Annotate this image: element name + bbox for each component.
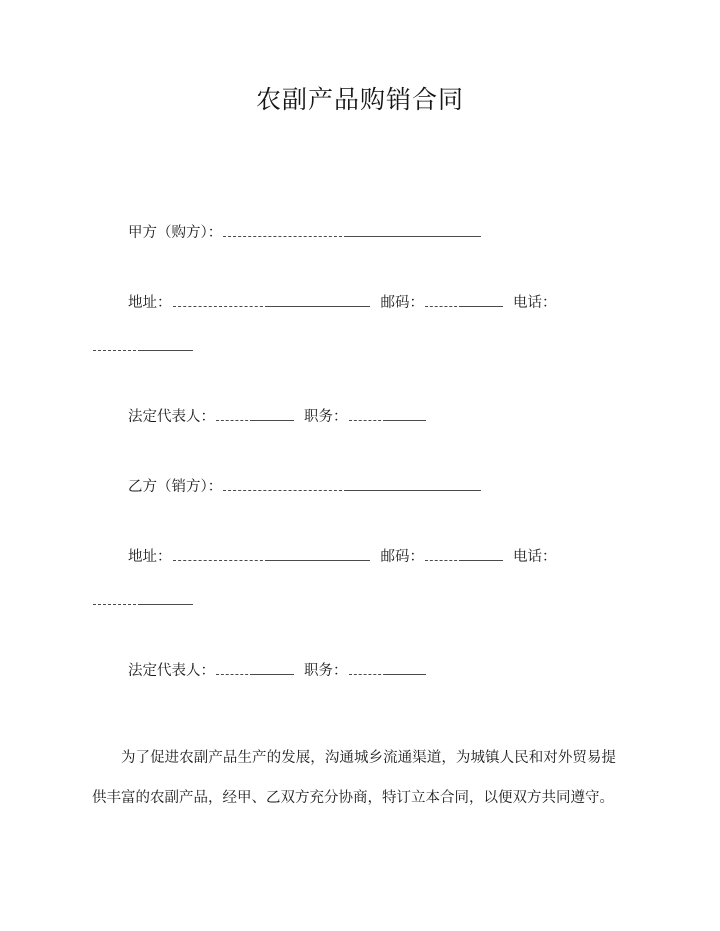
party-a-legal-rep-blank[interactable] [216, 407, 294, 421]
preamble-paragraph: 为了促进农副产品生产的发展，沟通城乡流通渠道，为城镇人民和对外贸易提供丰富的农副产品，经甲、乙双方充分协商，特订立本合同，以便双方共同遵守。 [92, 750, 616, 806]
party-a-telephone-label: 电话： [513, 295, 557, 311]
party-a-postcode-blank[interactable] [425, 293, 503, 307]
party-a-name-blank[interactable] [223, 223, 481, 237]
party-b-name-label: 乙方（销方）： [128, 479, 223, 495]
party-b-position-blank[interactable] [349, 661, 427, 675]
party-b-position-label: 职务： [304, 663, 348, 679]
party-b-telephone-label: 电话： [513, 549, 557, 565]
party-a-address-label: 地址： [128, 295, 172, 311]
party-a-position-blank[interactable] [349, 407, 427, 421]
party-a-legal-rep-label: 法定代表人： [128, 409, 215, 425]
party-a-postcode-label: 邮码： [380, 295, 424, 311]
page-title: 农副产品购销合同 [255, 87, 464, 114]
party-b-legal-rep-label: 法定代表人： [128, 663, 215, 679]
party-b-legal-rep-row [92, 660, 628, 682]
party-b-address-row [92, 546, 628, 612]
party-a-address-blank[interactable] [173, 293, 371, 307]
party-a-position-label: 职务： [304, 409, 348, 425]
party-fields-section [92, 222, 628, 730]
party-a-name-label: 甲方（购方）： [128, 225, 223, 241]
party-a-telephone-blank[interactable] [93, 337, 193, 351]
party-b-name-row [92, 476, 628, 498]
party-b-name-blank[interactable] [223, 477, 481, 491]
party-b-address-blank[interactable] [173, 547, 371, 561]
party-a-legal-rep-row [92, 406, 628, 428]
party-b-postcode-blank[interactable] [425, 547, 503, 561]
party-b-postcode-label: 邮码： [380, 549, 424, 565]
party-b-telephone-blank[interactable] [93, 591, 193, 605]
party-a-name-row [92, 222, 628, 244]
party-b-address-label: 地址： [128, 549, 172, 565]
party-a-address-row [92, 292, 628, 358]
party-b-legal-rep-blank[interactable] [216, 661, 294, 675]
